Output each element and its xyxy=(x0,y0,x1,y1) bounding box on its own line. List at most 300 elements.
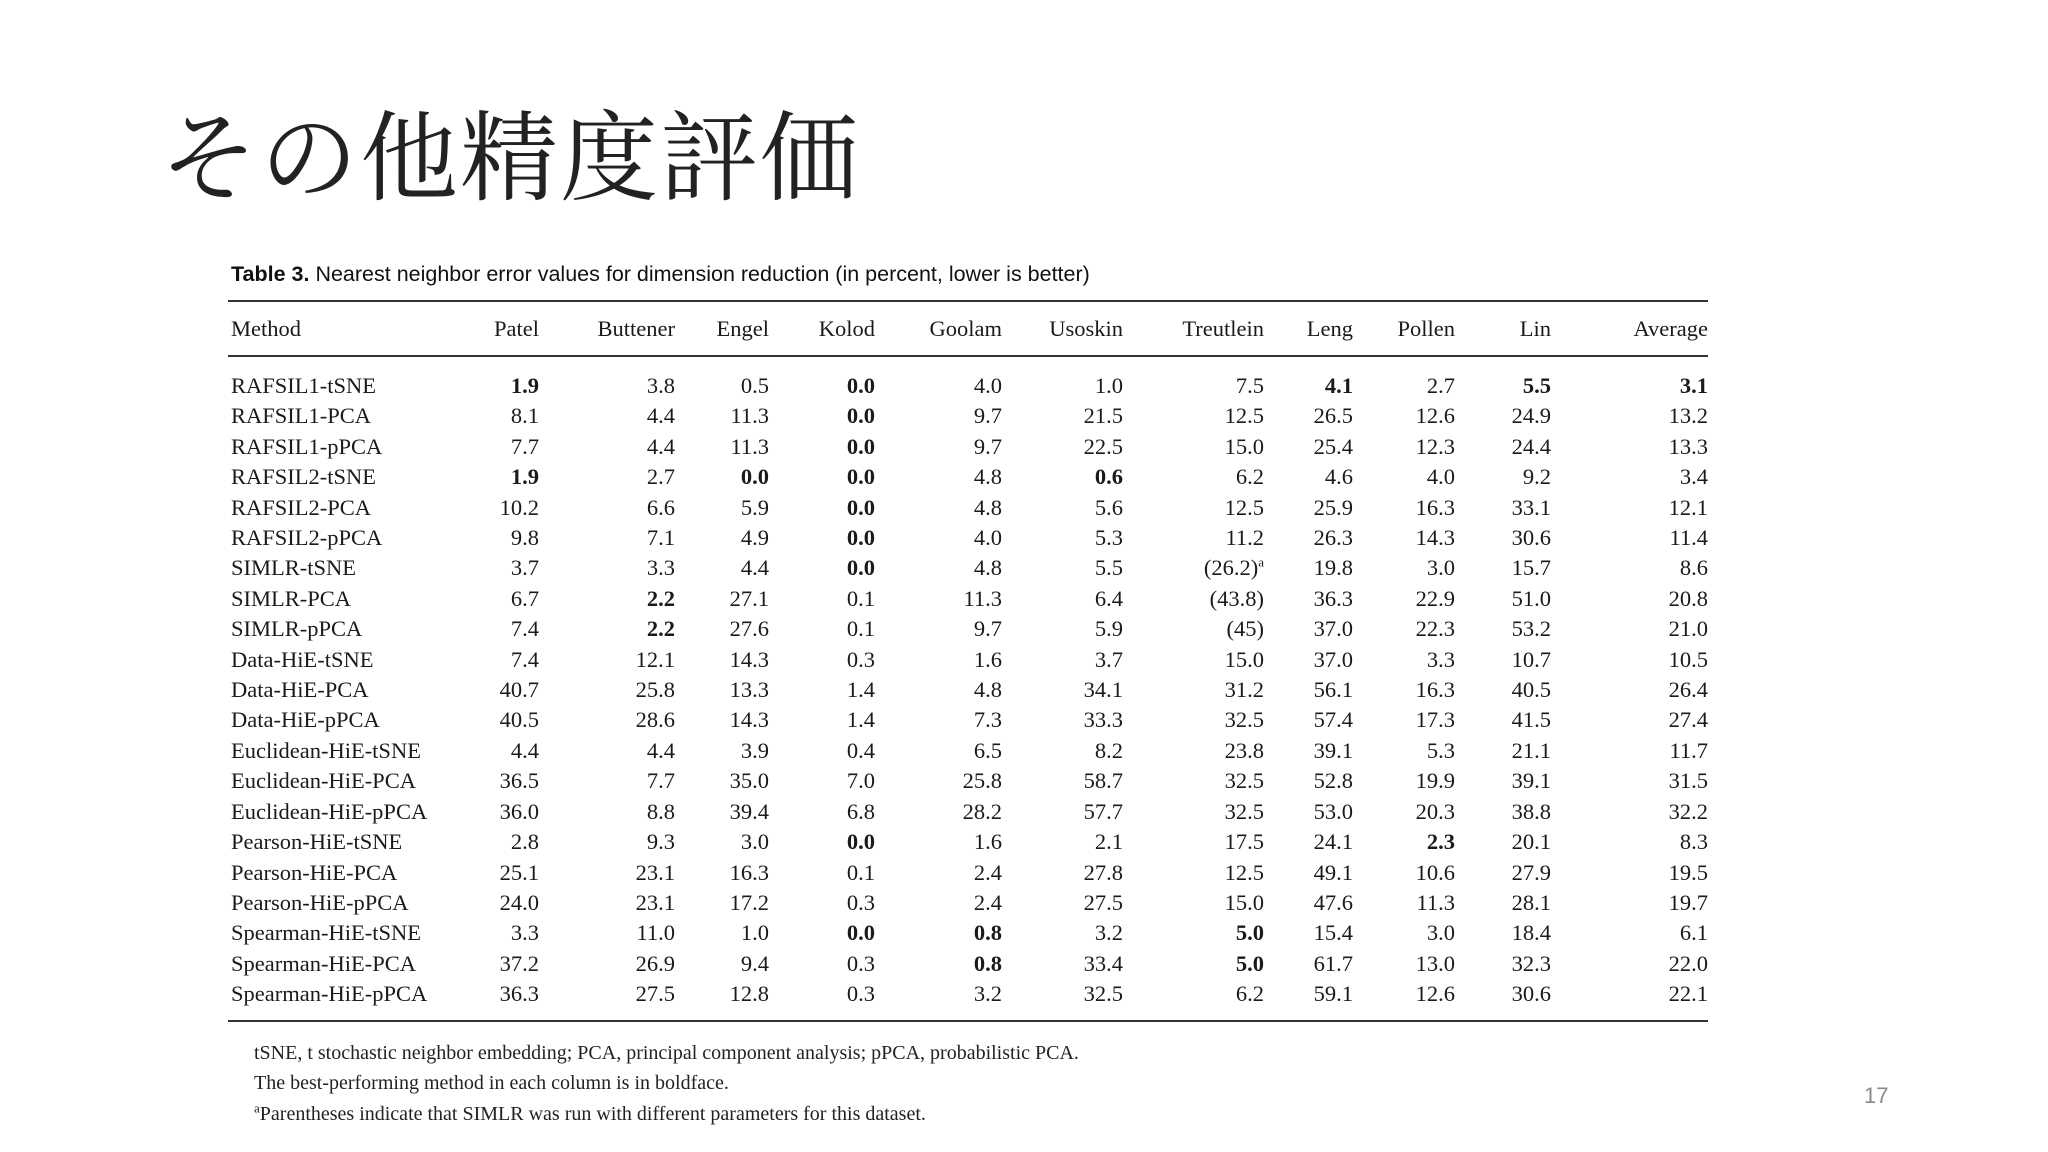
value-cell xyxy=(1002,614,1123,644)
cell-value: 19.9 xyxy=(1415,768,1455,794)
value-cell xyxy=(1264,553,1353,583)
value-cell xyxy=(461,858,539,888)
value-cell xyxy=(675,584,769,614)
value-cell xyxy=(539,356,675,401)
cell-value: 26.3 xyxy=(1313,525,1353,551)
table-row xyxy=(228,736,1708,766)
cell-value: 17.3 xyxy=(1415,707,1455,733)
value-cell xyxy=(1455,888,1551,918)
cell-value: 18.4 xyxy=(1511,920,1551,946)
cell-value: 7.4 xyxy=(510,616,539,642)
cell-value: 38.8 xyxy=(1511,798,1551,824)
value-cell xyxy=(1455,979,1551,1020)
value-cell xyxy=(1455,356,1551,401)
value-cell xyxy=(1123,614,1264,644)
value-cell xyxy=(1353,949,1455,979)
column-header-average: Average xyxy=(1551,301,1708,356)
method-cell xyxy=(228,584,461,614)
value-cell xyxy=(1123,766,1264,796)
column-header-treutlein: Treutlein xyxy=(1123,301,1264,356)
value-cell xyxy=(461,736,539,766)
method-name: Pearson-HiE-pPCA xyxy=(231,889,409,915)
value-cell xyxy=(1002,979,1123,1020)
cell-value: 7.3 xyxy=(973,707,1002,733)
value-cell xyxy=(675,888,769,918)
value-cell xyxy=(769,858,875,888)
method-name: RAFSIL2-PCA xyxy=(231,494,372,520)
value-cell xyxy=(1353,827,1455,857)
cell-value: 11.4 xyxy=(1669,525,1708,551)
value-cell xyxy=(1002,766,1123,796)
table-header xyxy=(228,301,1708,356)
value-cell xyxy=(539,858,675,888)
value-cell xyxy=(675,918,769,948)
cell-value: 0.1 xyxy=(846,585,875,611)
cell-value: 0.0 xyxy=(846,403,875,429)
value-cell xyxy=(1264,432,1353,462)
value-cell xyxy=(875,797,1002,827)
cell-value: 33.3 xyxy=(1083,707,1123,733)
cell-value: 7.7 xyxy=(646,768,675,794)
value-cell xyxy=(675,432,769,462)
value-cell xyxy=(1551,432,1708,462)
method-name: Spearman-HiE-PCA xyxy=(231,950,416,976)
value-cell xyxy=(1002,645,1123,675)
table-row xyxy=(228,766,1708,796)
cell-value: 22.9 xyxy=(1415,585,1455,611)
cell-value: 2.1 xyxy=(1094,829,1123,855)
cell-value: 24.9 xyxy=(1511,403,1551,429)
cell-value: 4.4 xyxy=(646,403,675,429)
cell-value: 27.6 xyxy=(729,616,769,642)
cell-value: 23.1 xyxy=(635,889,675,915)
cell-value: 7.7 xyxy=(510,433,539,459)
method-name: Data-HiE-pPCA xyxy=(231,707,380,733)
cell-value: 3.9 xyxy=(740,737,769,763)
cell-value: 0.0 xyxy=(846,464,875,490)
cell-value: 6.6 xyxy=(646,494,675,520)
table-row xyxy=(228,553,1708,583)
cell-value: 8.1 xyxy=(510,403,539,429)
cell-value: 11.7 xyxy=(1669,737,1708,763)
cell-value: 26.9 xyxy=(635,950,675,976)
value-cell xyxy=(1353,918,1455,948)
cell-value: 7.0 xyxy=(846,768,875,794)
method-cell xyxy=(228,523,461,553)
method-name: RAFSIL1-tSNE xyxy=(231,373,377,398)
value-cell xyxy=(1123,462,1264,492)
cell-value: 4.0 xyxy=(973,525,1002,551)
cell-value: 51.0 xyxy=(1511,585,1551,611)
cell-value: 6.8 xyxy=(846,798,875,824)
cell-value: 31.2 xyxy=(1224,677,1264,703)
cell-value: 23.1 xyxy=(635,859,675,885)
value-cell xyxy=(675,979,769,1020)
value-cell xyxy=(1353,736,1455,766)
cell-value: 17.2 xyxy=(729,889,769,915)
cell-value: 0.8 xyxy=(973,920,1002,946)
cell-value: 2.7 xyxy=(1426,373,1455,398)
cell-value: 10.7 xyxy=(1511,646,1551,672)
value-cell xyxy=(1123,918,1264,948)
cell-value: 15.4 xyxy=(1313,920,1353,946)
cell-value: 7.5 xyxy=(1235,373,1264,398)
cell-value: 4.6 xyxy=(1324,464,1353,490)
cell-value: 3.7 xyxy=(510,555,539,581)
value-cell xyxy=(461,493,539,523)
cell-value: 0.3 xyxy=(846,646,875,672)
value-cell xyxy=(1002,949,1123,979)
method-cell xyxy=(228,888,461,918)
cell-value: 8.6 xyxy=(1679,555,1708,581)
cell-value: 2.7 xyxy=(646,464,675,490)
cell-value: 26.5 xyxy=(1313,403,1353,429)
value-cell xyxy=(1123,356,1264,401)
cell-value: 0.0 xyxy=(846,829,875,855)
cell-value: 39.4 xyxy=(729,798,769,824)
value-cell xyxy=(461,523,539,553)
cell-value: 0.0 xyxy=(846,920,875,946)
value-cell xyxy=(1264,462,1353,492)
value-cell xyxy=(1455,736,1551,766)
value-cell xyxy=(769,432,875,462)
method-name: SIMLR-pPCA xyxy=(231,616,363,642)
page-number: 17 xyxy=(1864,1083,1889,1108)
cell-value: 12.8 xyxy=(729,981,769,1007)
cell-value: 8.2 xyxy=(1094,737,1123,763)
value-cell xyxy=(1353,858,1455,888)
cell-value: 3.4 xyxy=(1679,464,1708,490)
cell-value: 4.4 xyxy=(510,737,539,763)
cell-value: 5.0 xyxy=(1235,920,1264,946)
value-cell xyxy=(1551,356,1708,401)
cell-value: 3.1 xyxy=(1679,373,1708,398)
value-cell xyxy=(539,949,675,979)
value-cell xyxy=(769,553,875,583)
value-cell xyxy=(675,766,769,796)
value-cell xyxy=(875,584,1002,614)
cell-value: 19.8 xyxy=(1313,555,1353,581)
value-cell xyxy=(875,645,1002,675)
value-cell xyxy=(875,553,1002,583)
cell-value: 11.3 xyxy=(963,585,1002,611)
cell-value: 61.7 xyxy=(1313,950,1353,976)
table-row xyxy=(228,858,1708,888)
value-cell xyxy=(539,401,675,431)
value-cell xyxy=(769,356,875,401)
cell-value: 1.4 xyxy=(846,707,875,733)
cell-value: 4.8 xyxy=(973,555,1002,581)
column-header-method: Method xyxy=(228,301,461,356)
value-cell xyxy=(539,553,675,583)
cell-value: 16.3 xyxy=(1415,494,1455,520)
value-cell xyxy=(675,553,769,583)
cell-value: 2.2 xyxy=(646,585,675,611)
value-cell xyxy=(1353,614,1455,644)
cell-value: 3.0 xyxy=(1426,920,1455,946)
value-cell xyxy=(1551,858,1708,888)
value-cell xyxy=(875,462,1002,492)
cell-value: 13.2 xyxy=(1668,403,1708,429)
value-cell xyxy=(1123,858,1264,888)
value-cell xyxy=(675,401,769,431)
value-cell xyxy=(1264,797,1353,827)
column-header-buttener: Buttener xyxy=(539,301,675,356)
method-name: Pearson-HiE-PCA xyxy=(231,859,398,885)
value-cell xyxy=(1264,888,1353,918)
value-cell xyxy=(1551,401,1708,431)
cell-value: 12.6 xyxy=(1415,981,1455,1007)
cell-value: 36.3 xyxy=(499,981,539,1007)
value-cell xyxy=(1123,432,1264,462)
cell-value: 12.6 xyxy=(1415,403,1455,429)
value-cell xyxy=(461,766,539,796)
method-name: Pearson-HiE-tSNE xyxy=(231,829,403,855)
value-cell xyxy=(1264,736,1353,766)
value-cell xyxy=(461,584,539,614)
cell-value: 9.4 xyxy=(740,950,769,976)
cell-value: 20.3 xyxy=(1415,798,1455,824)
cell-value: 40.7 xyxy=(499,677,539,703)
value-cell xyxy=(1455,584,1551,614)
value-cell xyxy=(1551,736,1708,766)
value-cell xyxy=(1353,493,1455,523)
cell-value: (43.8) xyxy=(1209,585,1264,611)
method-name: RAFSIL1-pPCA xyxy=(231,433,383,459)
value-cell xyxy=(769,888,875,918)
value-cell xyxy=(1264,705,1353,735)
method-cell xyxy=(228,614,461,644)
method-cell xyxy=(228,766,461,796)
value-cell xyxy=(461,432,539,462)
cell-value: 4.0 xyxy=(1426,464,1455,490)
method-cell xyxy=(228,949,461,979)
cell-value: 1.6 xyxy=(973,829,1002,855)
cell-value: 21.1 xyxy=(1511,737,1551,763)
cell-value: 32.5 xyxy=(1224,768,1264,794)
value-cell xyxy=(1123,827,1264,857)
cell-value: 15.0 xyxy=(1224,889,1264,915)
cell-value: 5.6 xyxy=(1094,494,1123,520)
results-table xyxy=(228,300,1708,1022)
cell-value: 20.1 xyxy=(1511,829,1551,855)
column-header-patel: Patel xyxy=(461,301,539,356)
table-caption xyxy=(231,262,1708,287)
value-cell xyxy=(1264,949,1353,979)
cell-value: 0.3 xyxy=(846,950,875,976)
value-cell xyxy=(1123,584,1264,614)
method-cell xyxy=(228,827,461,857)
value-cell xyxy=(1123,949,1264,979)
value-cell xyxy=(1002,827,1123,857)
value-cell xyxy=(875,675,1002,705)
value-cell xyxy=(1551,797,1708,827)
cell-value: 25.9 xyxy=(1313,494,1353,520)
value-cell xyxy=(1123,675,1264,705)
value-cell xyxy=(875,888,1002,918)
cell-value: 27.8 xyxy=(1083,859,1123,885)
table-row xyxy=(228,614,1708,644)
cell-value: 0.1 xyxy=(846,859,875,885)
value-cell xyxy=(1264,675,1353,705)
cell-value: 5.3 xyxy=(1094,525,1123,551)
cell-value: 9.7 xyxy=(973,433,1002,459)
value-cell xyxy=(1551,523,1708,553)
cell-value: 59.1 xyxy=(1313,981,1353,1007)
cell-value: 9.2 xyxy=(1522,464,1551,490)
cell-value: 13.0 xyxy=(1415,950,1455,976)
value-cell xyxy=(1455,523,1551,553)
cell-value: 14.3 xyxy=(729,646,769,672)
column-header-goolam: Goolam xyxy=(875,301,1002,356)
table-row xyxy=(228,705,1708,735)
cell-value: 53.0 xyxy=(1313,798,1353,824)
value-cell xyxy=(1002,858,1123,888)
value-cell xyxy=(875,949,1002,979)
cell-value: (45) xyxy=(1226,616,1264,642)
value-cell xyxy=(1551,705,1708,735)
value-cell xyxy=(1551,827,1708,857)
cell-value: 28.2 xyxy=(962,798,1002,824)
cell-value: 0.8 xyxy=(973,950,1002,976)
cell-value: 12.3 xyxy=(1415,433,1455,459)
cell-value: 11.3 xyxy=(730,433,769,459)
value-cell xyxy=(539,979,675,1020)
slide-title: その他精度評価 xyxy=(160,102,861,216)
value-cell xyxy=(1264,493,1353,523)
value-cell xyxy=(1123,401,1264,431)
value-cell xyxy=(675,614,769,644)
method-name: Euclidean-HiE-tSNE xyxy=(231,737,421,763)
cell-value: 32.5 xyxy=(1083,981,1123,1007)
cell-value: 2.8 xyxy=(510,829,539,855)
value-cell xyxy=(539,888,675,918)
value-cell xyxy=(675,949,769,979)
value-cell xyxy=(1551,918,1708,948)
cell-value: 8.3 xyxy=(1679,829,1708,855)
value-cell xyxy=(875,736,1002,766)
cell-value: 27.5 xyxy=(1083,889,1123,915)
cell-value: 12.5 xyxy=(1224,859,1264,885)
cell-value: 27.1 xyxy=(729,585,769,611)
cell-value: 41.5 xyxy=(1511,707,1551,733)
value-cell xyxy=(1551,888,1708,918)
cell-value: 22.3 xyxy=(1415,616,1455,642)
cell-value: 0.6 xyxy=(1094,464,1123,490)
value-cell xyxy=(769,462,875,492)
cell-value: 3.2 xyxy=(973,981,1002,1007)
cell-value: 0.0 xyxy=(846,555,875,581)
cell-value: 11.3 xyxy=(1416,889,1455,915)
cell-value: 7.4 xyxy=(510,646,539,672)
value-cell xyxy=(539,614,675,644)
footnote-boldface: The best-performing method in each column is in boldface. xyxy=(254,1072,729,1095)
cell-value: 11.0 xyxy=(636,920,675,946)
cell-value: 37.0 xyxy=(1313,646,1353,672)
value-cell xyxy=(1353,675,1455,705)
column-header-leng: Leng xyxy=(1264,301,1353,356)
method-cell xyxy=(228,553,461,583)
value-cell xyxy=(461,888,539,918)
table-row xyxy=(228,356,1708,401)
value-cell xyxy=(1455,432,1551,462)
value-cell xyxy=(1002,918,1123,948)
cell-value: 25.4 xyxy=(1313,433,1353,459)
method-cell xyxy=(228,675,461,705)
value-cell xyxy=(539,645,675,675)
column-header-pollen: Pollen xyxy=(1353,301,1455,356)
cell-value: 15.7 xyxy=(1511,555,1551,581)
cell-value: 52.8 xyxy=(1313,768,1353,794)
table-row xyxy=(228,401,1708,431)
table-row xyxy=(228,432,1708,462)
value-cell xyxy=(461,553,539,583)
cell-value: 25.8 xyxy=(962,768,1002,794)
value-cell xyxy=(539,675,675,705)
cell-value: 22.0 xyxy=(1668,950,1708,976)
method-name: Euclidean-HiE-pPCA xyxy=(231,798,428,824)
cell-value: 49.1 xyxy=(1313,859,1353,885)
cell-value: 4.4 xyxy=(646,433,675,459)
cell-value: 19.7 xyxy=(1668,889,1708,915)
value-cell xyxy=(1353,356,1455,401)
cell-value: 5.5 xyxy=(1094,555,1123,581)
value-cell xyxy=(1264,858,1353,888)
value-cell xyxy=(1264,614,1353,644)
method-cell xyxy=(228,705,461,735)
cell-value: 28.1 xyxy=(1511,889,1551,915)
method-name: SIMLR-PCA xyxy=(231,585,352,611)
cell-value: 23.8 xyxy=(1224,737,1264,763)
cell-value: 6.7 xyxy=(510,585,539,611)
cell-value: 4.4 xyxy=(646,737,675,763)
value-cell xyxy=(769,918,875,948)
value-cell xyxy=(1002,675,1123,705)
cell-value: 25.1 xyxy=(499,859,539,885)
value-cell xyxy=(1455,401,1551,431)
cell-value: 40.5 xyxy=(1511,677,1551,703)
cell-value: 21.0 xyxy=(1668,616,1708,642)
value-cell xyxy=(461,949,539,979)
value-cell xyxy=(1455,949,1551,979)
cell-value: 4.9 xyxy=(740,525,769,551)
value-cell xyxy=(1002,705,1123,735)
value-cell xyxy=(461,705,539,735)
value-cell xyxy=(1123,979,1264,1020)
value-cell xyxy=(539,432,675,462)
value-cell xyxy=(1123,797,1264,827)
cell-value: 22.5 xyxy=(1083,433,1123,459)
cell-value: 13.3 xyxy=(1668,433,1708,459)
cell-value: 3.3 xyxy=(1426,646,1455,672)
method-cell xyxy=(228,645,461,675)
cell-value: 0.4 xyxy=(846,737,875,763)
value-cell xyxy=(1551,553,1708,583)
cell-value: 17.5 xyxy=(1224,829,1264,855)
table-row xyxy=(228,584,1708,614)
cell-value: 31.5 xyxy=(1668,768,1708,794)
value-cell xyxy=(461,827,539,857)
value-cell xyxy=(875,827,1002,857)
cell-value: 16.3 xyxy=(729,859,769,885)
header-row xyxy=(228,301,1708,356)
method-name: RAFSIL1-PCA xyxy=(231,403,372,429)
cell-value: 4.8 xyxy=(973,677,1002,703)
value-cell xyxy=(1353,432,1455,462)
table-row xyxy=(228,797,1708,827)
value-cell xyxy=(1455,553,1551,583)
value-cell xyxy=(769,401,875,431)
